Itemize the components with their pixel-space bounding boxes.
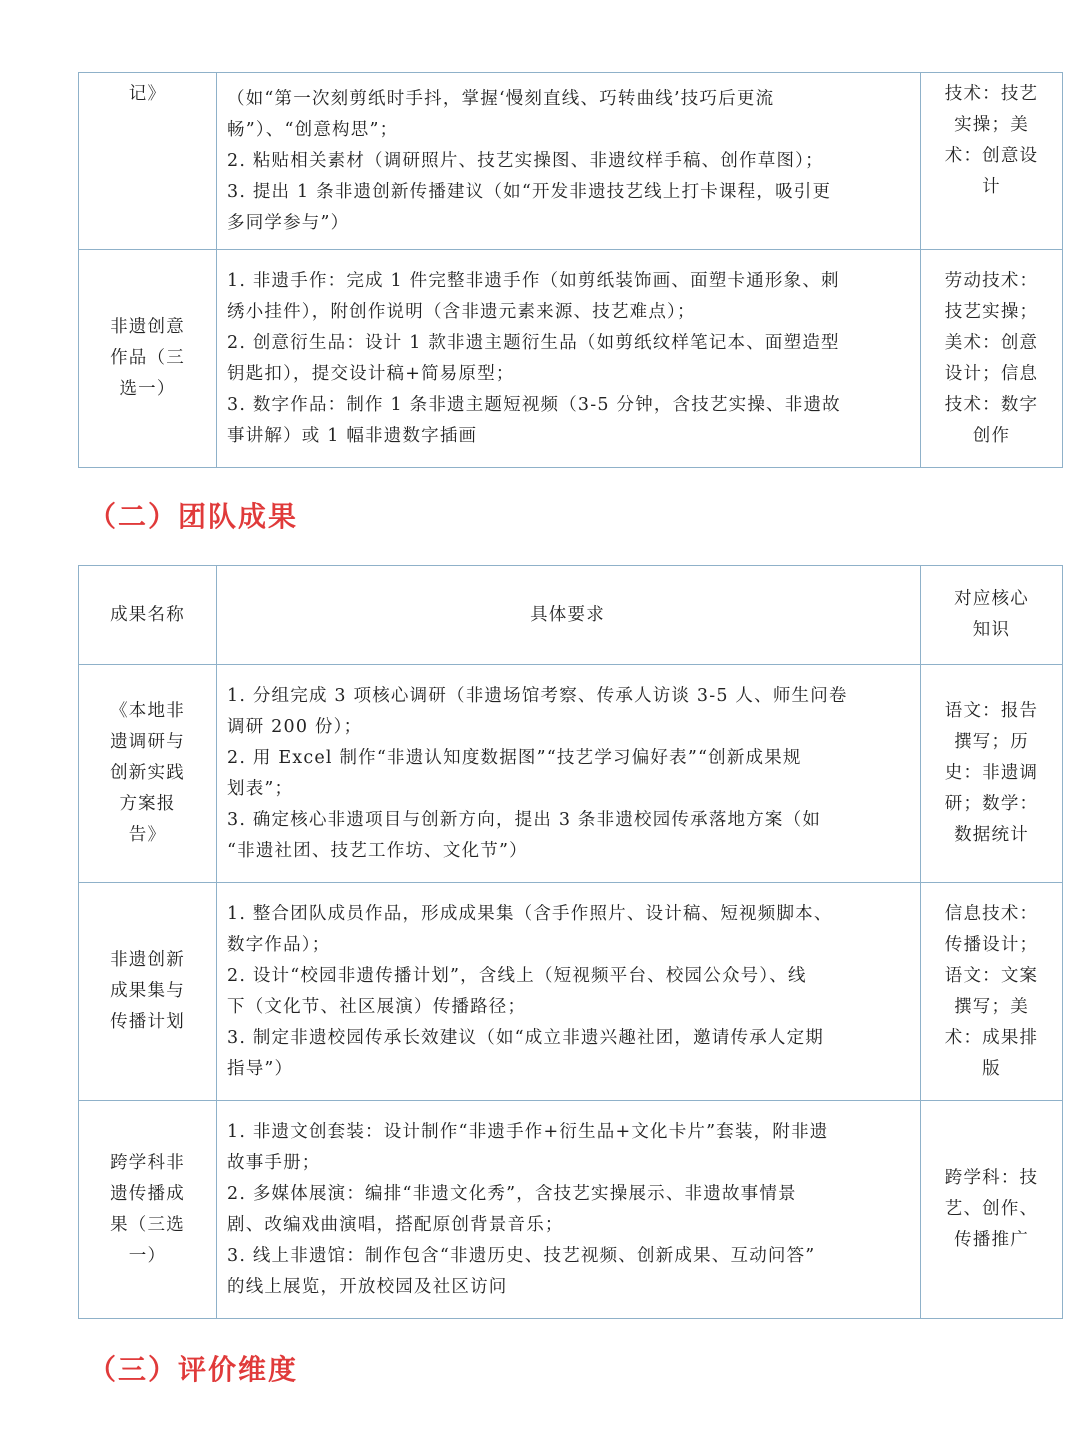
knowledge-line: 技术：数字 [944, 394, 1039, 415]
requirement-line: 1. 非遗文创套装：设计制作“非遗手作+衍生品+文化卡片”套装，附非遗 [227, 1121, 829, 1142]
requirement-line: 畅”）、“创意构思”； [227, 119, 399, 140]
requirement-line: 1. 分组完成 3 项核心调研（非遗场馆考察、传承人访谈 3-5 人、师生问卷 [227, 685, 848, 706]
knowledge-line: 术：创意设 [944, 146, 1039, 166]
requirement-line: 数字作品）； [227, 934, 331, 955]
result-name-line: 作品（三 [110, 348, 185, 368]
table-row [79, 1101, 1063, 1319]
result-name-line: 告》 [128, 825, 167, 845]
requirement-cell [217, 665, 921, 883]
requirement-line: 3. 确定核心非遗项目与创新方向，提出 3 条非遗校园传承落地方案（如 [227, 809, 822, 830]
requirement-line: 2. 创意衍生品：设计 1 款非遗主题衍生品（如剪纸纹样笔记本、面塑造型 [227, 332, 840, 353]
requirement-line: 3. 数字作品：制作 1 条非遗主题短视频（3-5 分钟，含技艺实操、非遗故 [227, 394, 841, 415]
individual-results-table-continued [78, 72, 1063, 468]
result-name-line: 《本地非 [110, 701, 185, 721]
requirement-line: 1. 非遗手作：完成 1 件完整非遗手作（如剪纸装饰画、面塑卡通形象、刺 [227, 270, 840, 291]
requirement-line: 2. 多媒体展演：编排“非遗文化秀”，含技艺实操展示、非遗故事情景 [227, 1183, 797, 1204]
knowledge-line: 版 [982, 1058, 1001, 1079]
requirement-line: 的线上展览，开放校园及社区访问 [227, 1276, 508, 1297]
requirement-line: 绣小挂件），附创作说明（含非遗元素来源、技艺难点）； [227, 301, 696, 322]
result-name-line: 记》 [128, 84, 167, 104]
knowledge-line: 语文：文案 [944, 965, 1039, 986]
requirement-line: 划表”； [227, 778, 294, 799]
result-name-cell [79, 250, 217, 468]
knowledge-line: 术：成果排 [944, 1027, 1039, 1048]
table-row [79, 665, 1063, 883]
header-requirements: 具体要求 [217, 566, 921, 665]
knowledge-line: 传播设计； [944, 934, 1039, 955]
requirement-line: 钥匙扣），提交设计稿+简易原型； [227, 363, 515, 384]
requirement-line: 1. 整合团队成员作品，形成成果集（含手作照片、设计稿、短视频脚本、 [227, 903, 833, 924]
requirement-line: “非遗社团、技艺工作坊、文化节”） [227, 840, 528, 861]
knowledge-line: 实操；美 [954, 115, 1029, 135]
team-results-table [78, 565, 1063, 1319]
core-knowledge-cell [921, 73, 1063, 250]
result-name-line: 遗调研与 [110, 732, 185, 752]
requirement-cell [217, 1101, 921, 1319]
requirement-line: 剧、改编戏曲演唱，搭配原创背景音乐； [227, 1214, 564, 1235]
core-knowledge-cell [921, 250, 1063, 468]
knowledge-line: 劳动技术： [944, 270, 1039, 291]
result-name-line: 跨学科非 [110, 1152, 185, 1173]
result-name-cell [79, 73, 217, 250]
header-result-name: 成果名称 [79, 566, 217, 665]
result-name-line: 果（三选 [110, 1214, 185, 1235]
requirement-line: （如“第一次刻剪纸时手抖，掌握‘慢刻直线、巧转曲线’技巧后更流 [227, 88, 775, 109]
knowledge-line: 技艺实操； [944, 301, 1039, 322]
result-name-cell [79, 1101, 217, 1319]
result-name-line: 创新实践 [110, 763, 185, 783]
knowledge-line: 美术：创意 [944, 332, 1039, 353]
requirement-line: 下（文化节、社区展演）传播路径； [227, 996, 527, 1017]
knowledge-line: 数据统计 [954, 825, 1029, 845]
section-title-team-results: （二）团队成果 [88, 500, 299, 533]
knowledge-line: 传播推广 [954, 1230, 1029, 1250]
knowledge-line: 语文：报告 [944, 701, 1039, 721]
requirement-cell [217, 883, 921, 1101]
requirement-line: 故事手册； [227, 1152, 321, 1173]
result-name-line: 非遗创意 [110, 317, 185, 337]
table-row [79, 73, 1063, 250]
knowledge-line: 信息技术： [944, 903, 1039, 924]
knowledge-line: 撰写；美 [954, 996, 1029, 1017]
requirement-line: 3. 提出 1 条非遗创新传播建议（如“开发非遗技艺线上打卡课程，吸引更 [227, 181, 832, 202]
knowledge-line: 研；数学： [944, 794, 1039, 814]
result-name-line: 遗传播成 [110, 1183, 185, 1204]
knowledge-line: 设计；信息 [944, 363, 1039, 384]
result-name-line: 方案报 [119, 794, 176, 814]
knowledge-line: 创作 [972, 425, 1011, 446]
section-title-evaluation-dimensions: （三）评价维度 [88, 1353, 299, 1386]
requirement-line: 调研 200 份）； [227, 716, 363, 737]
knowledge-line: 艺、创作、 [944, 1199, 1039, 1219]
knowledge-line: 撰写；历 [954, 732, 1029, 752]
knowledge-line: 技术：技艺 [944, 84, 1039, 104]
requirement-cell [217, 250, 921, 468]
core-knowledge-cell [921, 665, 1063, 883]
knowledge-line: 计 [982, 177, 1001, 197]
requirement-cell [217, 73, 921, 250]
result-name-cell [79, 665, 217, 883]
result-name-line: 非遗创新 [110, 950, 185, 970]
result-name-line: 成果集与 [110, 981, 185, 1001]
result-name-line: 一） [128, 1245, 167, 1266]
requirement-line: 事讲解）或 1 幅非遗数字插画 [227, 425, 478, 446]
knowledge-line: 史：非遗调 [944, 763, 1039, 783]
requirement-line: 2. 用 Excel 制作“非遗认知度数据图”“技艺学习偏好表”“创新成果规 [227, 747, 802, 768]
table-row [79, 883, 1063, 1101]
table-header-row [79, 566, 1063, 665]
result-name-line: 选一） [119, 379, 176, 399]
requirement-line: 2. 粘贴相关素材（调研照片、技艺实操图、非遗纹样手稿、创作草图）； [227, 150, 824, 171]
table-row [79, 250, 1063, 468]
knowledge-line: 跨学科：技 [944, 1168, 1039, 1188]
result-name-cell [79, 883, 217, 1101]
core-knowledge-cell [921, 883, 1063, 1101]
header-core-knowledge [921, 566, 1063, 665]
requirement-line: 多同学参与”） [227, 212, 350, 233]
requirement-line: 3. 制定非遗校园传承长效建议（如“成立非遗兴趣社团，邀请传承人定期 [227, 1027, 825, 1048]
requirement-line: 2. 设计“校园非遗传播计划”，含线上（短视频平台、校园公众号）、线 [227, 965, 807, 986]
result-name-line: 传播计划 [110, 1012, 185, 1032]
requirement-line: 指导”） [227, 1058, 294, 1079]
requirement-line: 3. 线上非遗馆：制作包含“非遗历史、技艺视频、创新成果、互动问答” [227, 1245, 816, 1266]
header-knowledge-line: 对应核心 [954, 589, 1029, 609]
core-knowledge-cell [921, 1101, 1063, 1319]
header-knowledge-line: 知识 [972, 620, 1011, 640]
